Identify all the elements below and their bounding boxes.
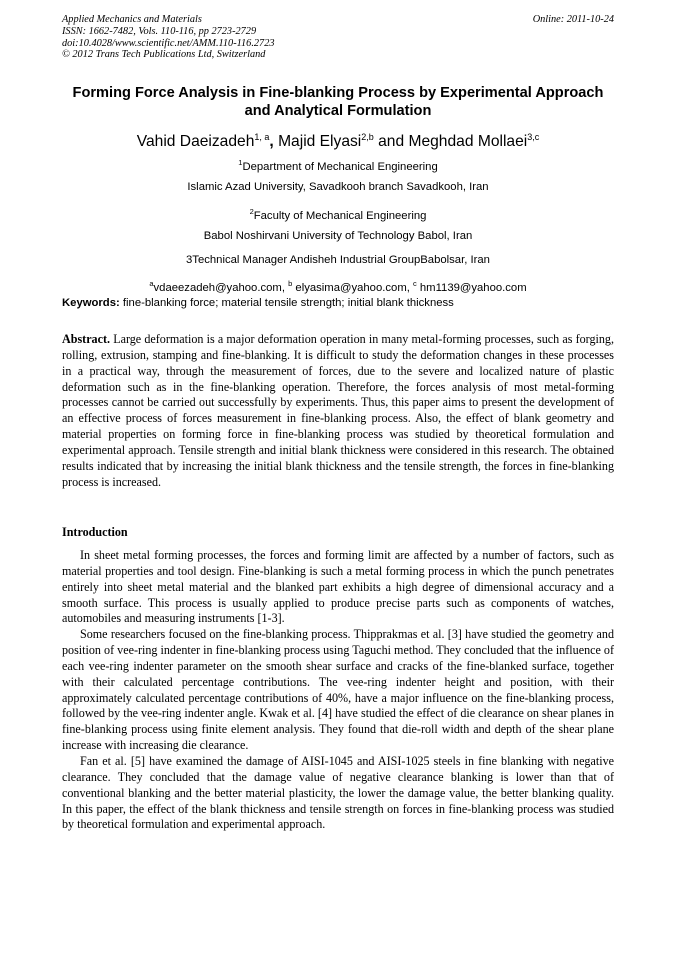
paragraph: Some researchers focused on the fine-blanking process. Thipprakmas et al. [3] have studied the geometry and position of vee-ring indenter in fine-blanking process using Taguchi method. They concluded that the influence of each vee-ring indenter parameter on the smooth shear surface and cracks of the fine-blanked surface, together with their calculated percentage contributions. The vee-ring indenter height and position, with their approximately calculated percentage contributions of 40%, have a major influence on the fine-blanking process, followed by the vee-ring indenter angle. Kwak et al. [4] have studied the effect of die clearance on shear planes in fine-blanking process using finite element analysis. They found that die-roll width and depth of the shear plane increase with increasing die clearance. xyxy=(62,627,614,753)
abstract-text: Large deformation is a major deformation operation in many metal-forming processes, such as forging, rolling, extrusion, stamping and fine-blanking. It is difficult to study the deformation changes in these processes in a practical way, through the measurement of forces, due to the severe and localized nature of plastic deformation such as in the fine-blanking operation. Therefore, the forces analysis of most metal-forming processes cannot be carried out successfully by experiments. Thus, this paper aims to present the development of an effective process of forces measurement in fine-blanking process. Also, the effect of blank geometry and material properties on forming force in fine-blanking process was studied by theoretical formulation and experimental approach. Tensile strength and initial blank thickness were considered in this research. The obtained results indicated that by increasing the initial blank thickness and the tensile strength, the forces in fine-blanking process is increased. xyxy=(62,332,614,489)
author-list xyxy=(62,127,614,152)
affil-sup: 2 xyxy=(249,206,254,216)
online-date: Online: 2011-10-24 xyxy=(532,14,614,25)
abstract-label: Abstract. xyxy=(62,332,111,346)
issn-line: ISSN: 1662-7482, Vols. 110-116, pp 2723-2729 xyxy=(62,25,257,37)
email-line xyxy=(62,272,614,296)
affiliations xyxy=(62,151,614,297)
author-name: Majid Elyasi xyxy=(278,133,362,151)
paragraph: Fan et al. [5] have examined the damage of AISI-1045 and AISI-1025 steels in fine blanking with negative clearance. They concluded that the damage value of negative clearance blanking is lower than that of conventional blanking and the better material plasticity, the lower the damage value, the better blanking quality. In this paper, the effect of the blank thickness and tensile strength on forces in fine-blanking process was studied by theoretical formulation and experimental approach. xyxy=(62,753,614,832)
keywords-label: Keywords: xyxy=(62,297,120,309)
paper-title: Forming Force Analysis in Fine-blanking Process by Experimental Approach and Analytical Formulation xyxy=(72,85,604,119)
affiliation-2-dept xyxy=(62,200,614,224)
email-link[interactable]: vdaeezadeh@yahoo.com, xyxy=(153,282,289,295)
author-name: Meghdad Mollaei xyxy=(408,133,528,151)
email-sup: a xyxy=(149,279,154,289)
section-heading-introduction: Introduction xyxy=(62,525,128,539)
affiliation-2-univ: Babol Noshirvani University of Technology Babol, Iran xyxy=(203,229,473,242)
author-separator: and xyxy=(373,133,409,151)
email-sup: c xyxy=(413,279,417,289)
author-affil-sup: 2,b xyxy=(361,132,374,142)
email-sup: b xyxy=(288,279,293,289)
keywords-text: fine-blanking force; material tensile strength; initial blank thickness xyxy=(119,297,454,309)
paragraph: In sheet metal forming processes, the forces and forming limit are affected by a number of factors, such as material properties and tool design. Fine-blanking is such a metal forming process in which the punch penetrates entirely into sheet metal material and the blanked part exhibits a high degree of dimensional accuracy and a smooth surface. This process is usually applied to produce precise parts such as components of watches, automobiles and measuring instruments [1-3]. xyxy=(62,548,614,626)
abstract xyxy=(62,332,614,490)
email-link[interactable]: hm1139@yahoo.com xyxy=(416,282,527,295)
affiliation-1-univ: Islamic Azad University, Savadkooh branch Savadkooh, Iran xyxy=(187,181,489,194)
affil-text: Faculty of Mechanical Engineering xyxy=(253,209,427,222)
author-name: Vahid Daeizadeh xyxy=(136,133,255,151)
journal-header xyxy=(62,14,275,61)
author-separator: , xyxy=(269,133,279,151)
affiliation-1-dept xyxy=(62,151,614,175)
email-link[interactable]: elyasima@yahoo.com, xyxy=(292,282,414,295)
author-affil-sup: 3,c xyxy=(527,132,540,142)
keywords xyxy=(62,296,614,310)
doi-line[interactable]: doi:10.4028/www.scientific.net/AMM.110-116.2723 xyxy=(62,37,275,49)
copyright-line: © 2012 Trans Tech Publications Ltd, Switzerland xyxy=(62,49,266,61)
introduction-body xyxy=(62,548,614,833)
journal-name: Applied Mechanics and Materials xyxy=(62,14,202,25)
affil-sup: 1 xyxy=(238,158,243,167)
affiliation-3: 3Technical Manager Andisheh Industrial GroupBabolsar, Iran xyxy=(186,254,490,267)
abstract-paragraph xyxy=(62,332,614,490)
affil-text: Department of Mechanical Engineering xyxy=(242,160,438,173)
author-affil-sup: 1, a xyxy=(254,132,270,142)
